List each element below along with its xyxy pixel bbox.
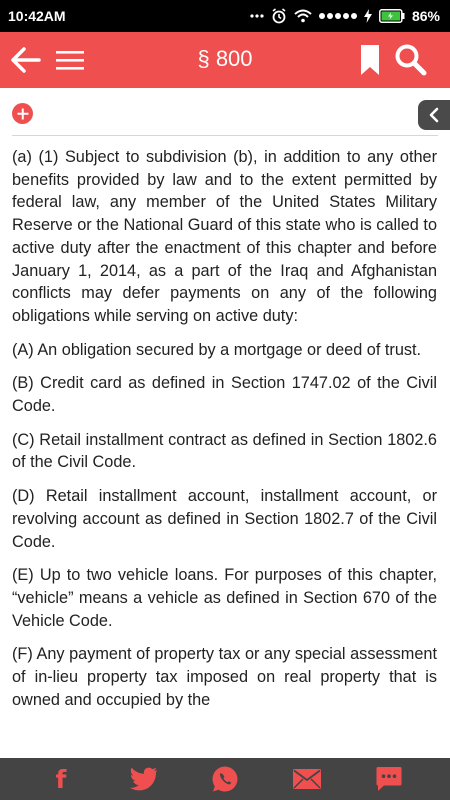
charging-icon: [364, 9, 372, 23]
paragraph: (C) Retail installment contract as defined in Section 1802.6 of the Civil Code.: [12, 430, 437, 472]
app-bar: [0, 32, 450, 88]
battery-icon: [379, 9, 405, 23]
facebook-glyph: f: [55, 764, 67, 794]
sub-toolbar: [0, 88, 450, 138]
signal-icon: [319, 13, 357, 19]
header-divider: [12, 135, 438, 136]
paragraph: (F) Any payment of property tax or any special assessment of in-lieu property tax imposed on real property that is owned and occupied by the: [12, 645, 437, 709]
search-icon[interactable]: [394, 44, 428, 76]
twitter-icon[interactable]: [123, 759, 163, 799]
sms-icon[interactable]: [369, 759, 409, 799]
paragraph: (a) (1) Subject to subdivision (b), in addition to any other benefits provided by law and to the extent permitted by federal law, any member of the United States Military Reserve or the National Guard of this state who is called to active duty after the enactment of this chapter and before January 1, 2014, as a part of the Iraq and Afghanistan conflicts may defer payments on any of the following obligations while serving on active duty:: [12, 148, 437, 325]
share-bar: [0, 758, 450, 800]
collapse-tab-button[interactable]: [418, 100, 450, 130]
status-icons: [250, 8, 440, 24]
section-text: [12, 146, 437, 758]
wifi-icon: [294, 9, 312, 23]
page-title: § 800: [197, 46, 253, 71]
battery-percent: 86%: [411, 8, 440, 24]
add-circle-icon[interactable]: [12, 103, 33, 124]
alarm-icon: [271, 8, 287, 24]
status-bar: [0, 0, 450, 32]
email-icon[interactable]: [287, 759, 327, 799]
more-dots-icon: [250, 13, 264, 19]
paragraph: (A) An obligation secured by a mortgage or deed of trust.: [12, 340, 422, 359]
chevron-left-icon: [427, 107, 441, 123]
paragraph: (D) Retail installment account, installment account, or revolving account as defined in Section 1802.7 of the Civil Code.: [12, 487, 437, 551]
facebook-icon[interactable]: [41, 759, 81, 799]
status-time: 10:42AM: [8, 8, 66, 24]
paragraph: (E) Up to two vehicle loans. For purposes of this chapter, “vehicle” means a vehicle as defined in Section 670 of the Vehicle Code.: [12, 566, 437, 630]
paragraph: (B) Credit card as defined in Section 1747.02 of the Civil Code.: [12, 374, 437, 416]
whatsapp-icon[interactable]: [205, 759, 245, 799]
bookmark-icon[interactable]: [360, 44, 380, 76]
